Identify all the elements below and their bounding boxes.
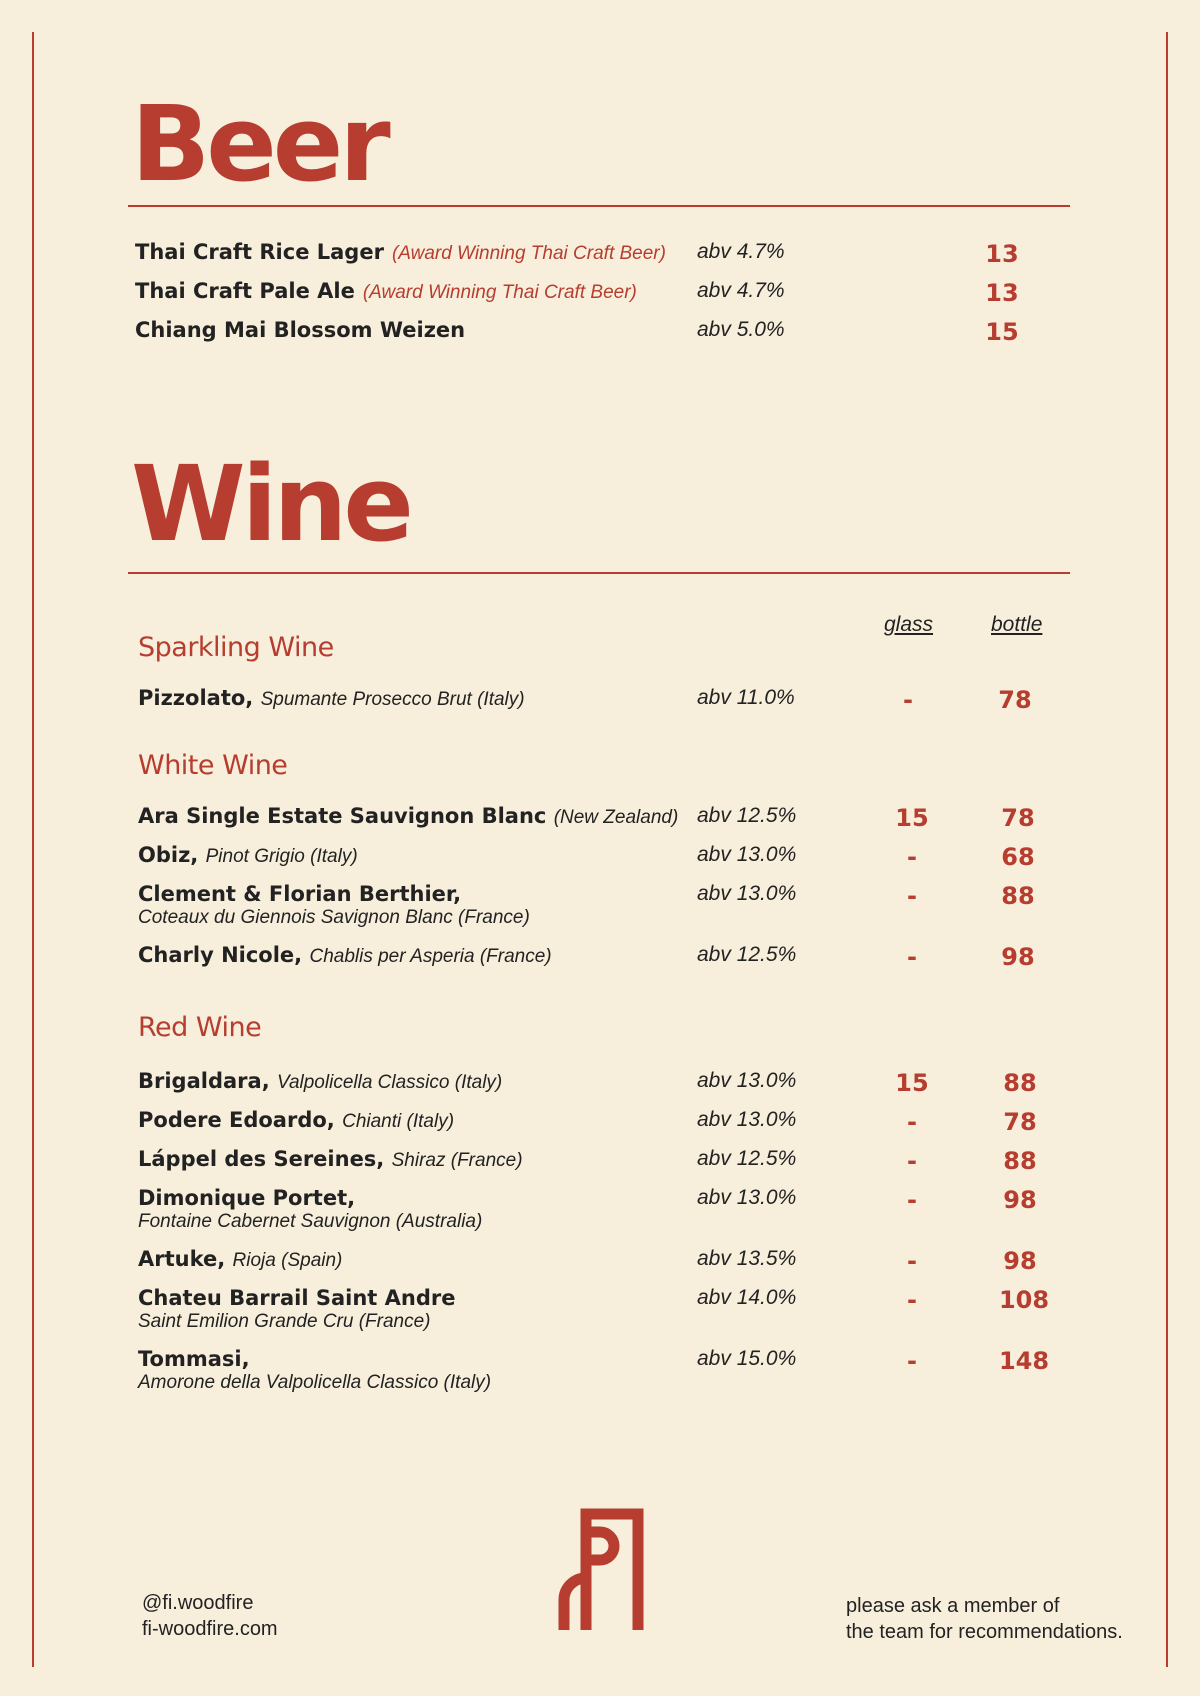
item-name: Láppel des Sereines, Shiraz (France) (138, 1147, 523, 1171)
item-glass-price: - (907, 943, 917, 971)
item-description: Fontaine Cabernet Sauvignon (Australia) (138, 1211, 483, 1232)
item-name: Charly Nicole, Chablis per Asperia (France) (138, 943, 552, 967)
website-link[interactable]: fi-woodfire.com (142, 1618, 278, 1640)
item-glass-price: - (907, 1286, 917, 1314)
item-abv: abv 13.0% (697, 1186, 797, 1209)
item-glass-price: 15 (895, 1069, 929, 1097)
item-bottle-price: 108 (998, 1286, 1050, 1314)
item-name: Podere Edoardo, Chianti (Italy) (138, 1108, 455, 1132)
item-abv: abv 12.5% (697, 1147, 797, 1170)
item-description: Chablis per Asperia (France) (309, 946, 552, 967)
item-bottle-price: 98 (1001, 943, 1035, 971)
item-description: Rioja (Spain) (232, 1250, 343, 1271)
white-wine-heading: White Wine (138, 750, 288, 781)
item-price: 15 (985, 318, 1019, 346)
item-description: Pinot Grigio (Italy) (205, 846, 358, 867)
item-bottle-price: 68 (1001, 843, 1035, 871)
item-abv: abv 4.7% (697, 279, 785, 302)
item-description: Amorone della Valpolicella Classico (Italy) (138, 1372, 492, 1393)
item-abv: abv 13.0% (697, 882, 797, 905)
item-abv: abv 4.7% (697, 240, 785, 263)
item-name: Chiang Mai Blossom Weizen (135, 318, 466, 342)
item-description: Valpolicella Classico (Italy) (276, 1072, 503, 1093)
item-bottle-price: 148 (998, 1347, 1050, 1375)
item-name: Thai Craft Pale Ale (Award Winning Thai Craft Beer) (135, 279, 637, 303)
item-bottle-price: 88 (1003, 1147, 1037, 1175)
beer-heading: Beer (131, 83, 387, 205)
glass-column-header: glass (884, 613, 934, 636)
item-name: Ara Single Estate Sauvignon Blanc (New Zealand) (138, 804, 679, 828)
red-wine-heading: Red Wine (138, 1012, 262, 1043)
footer-note-line: please ask a member of (846, 1595, 1060, 1617)
item-name: Thai Craft Rice Lager (Award Winning Thai Craft Beer) (135, 240, 666, 264)
item-description: Chianti (Italy) (342, 1111, 455, 1132)
item-bottle-price: 78 (998, 686, 1032, 714)
item-description: Saint Emilion Grande Cru (France) (138, 1311, 431, 1332)
wine-heading: Wine (131, 443, 410, 565)
instagram-handle[interactable]: @fi.woodfire (142, 1592, 254, 1614)
item-glass-price: - (907, 1347, 917, 1375)
item-abv: abv 13.0% (697, 843, 797, 866)
item-glass-price: - (907, 1247, 917, 1275)
item-name: Pizzolato, Spumante Prosecco Brut (Italy) (138, 686, 525, 710)
item-abv: abv 5.0% (697, 318, 785, 341)
item-name: Chateu Barrail Saint Andre (138, 1286, 456, 1310)
item-glass-price: - (907, 1147, 917, 1175)
item-bottle-price: 98 (1003, 1247, 1037, 1275)
item-glass-price: - (907, 1186, 917, 1214)
item-glass-price: - (907, 843, 917, 871)
wine-divider (128, 572, 1070, 574)
item-name: Clement & Florian Berthier, (138, 882, 462, 906)
item-glass-price: - (907, 1108, 917, 1136)
item-price: 13 (985, 240, 1019, 268)
item-description: Coteaux du Giennois Savignon Blanc (France) (138, 907, 530, 928)
right-border-line (1166, 32, 1168, 1667)
item-note: (Award Winning Thai Craft Beer) (391, 243, 666, 264)
footer-note-line: the team for recommendations. (846, 1621, 1123, 1643)
bottle-column-header: bottle (991, 613, 1043, 636)
item-description: Shiraz (France) (391, 1150, 523, 1171)
item-bottle-price: 88 (1001, 882, 1035, 910)
item-description: Spumante Prosecco Brut (Italy) (260, 689, 525, 710)
item-glass-price: - (907, 882, 917, 910)
item-price: 13 (985, 279, 1019, 307)
item-name: Tommasi, (138, 1347, 250, 1371)
item-description: (New Zealand) (553, 807, 679, 828)
item-glass-price: - (903, 686, 913, 714)
footer-contact (142, 1590, 278, 1642)
item-glass-price: 15 (895, 804, 929, 832)
item-abv: abv 12.5% (697, 804, 797, 827)
item-name: Artuke, Rioja (Spain) (138, 1247, 343, 1271)
item-abv: abv 15.0% (697, 1347, 797, 1370)
item-bottle-price: 98 (1003, 1186, 1037, 1214)
item-abv: abv 12.5% (697, 943, 797, 966)
item-abv: abv 13.5% (697, 1247, 797, 1270)
item-bottle-price: 78 (1003, 1108, 1037, 1136)
beer-divider (128, 205, 1070, 207)
item-name: Brigaldara, Valpolicella Classico (Italy) (138, 1069, 503, 1093)
item-abv: abv 13.0% (697, 1108, 797, 1131)
footer-note (846, 1593, 1123, 1645)
item-name: Dimonique Portet, (138, 1186, 356, 1210)
sparkling-wine-heading: Sparkling Wine (138, 632, 334, 663)
item-name: Obiz, Pinot Grigio (Italy) (138, 843, 358, 867)
item-abv: abv 13.0% (697, 1069, 797, 1092)
fi-woodfire-logo-icon (552, 1506, 648, 1630)
item-bottle-price: 88 (1003, 1069, 1037, 1097)
left-border-line (32, 32, 34, 1667)
item-note: (Award Winning Thai Craft Beer) (362, 282, 637, 303)
item-abv: abv 14.0% (697, 1286, 797, 1309)
item-bottle-price: 78 (1001, 804, 1035, 832)
item-abv: abv 11.0% (697, 686, 795, 709)
